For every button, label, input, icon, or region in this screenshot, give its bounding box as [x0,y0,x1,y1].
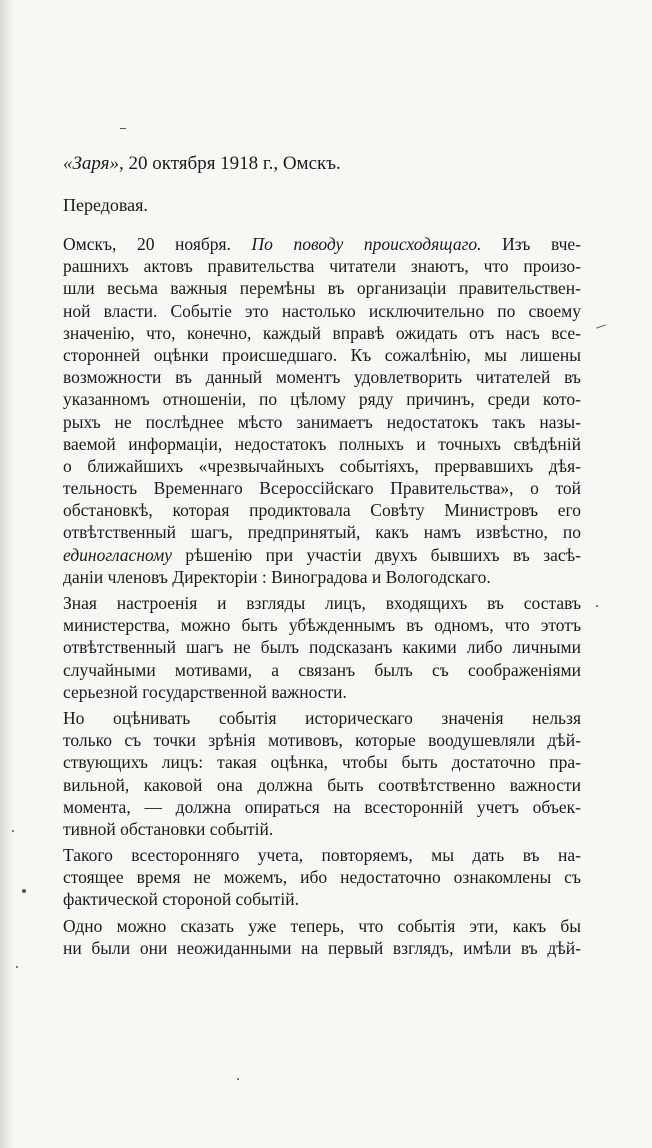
scan-speck [12,830,14,832]
p1-line: шли весьма важныя перемѣны въ организаціи правительствен- [63,278,581,299]
p5-line: Одно можно сказать уже теперь, что событія эти, какъ бы [63,915,581,936]
paragraph-4 [63,844,581,911]
paragraph-3 [63,707,581,840]
p2-line: Зная настроенія и взгляды лицъ, входящихъ въ составъ [63,593,581,613]
p1-line: даніи членовъ Директоріи : Виноградова и Вологодскаго. [63,566,491,587]
scan-speck [16,966,18,968]
scan-speck [596,324,606,328]
paragraph-2 [63,592,581,703]
p3-line: только съ точки зрѣнія мотивовъ, которые воодушевляли дѣй- [63,730,581,751]
p1-line: тельность Временнаго Всероссійскаго Правительства», о той [63,478,581,499]
scan-speck [596,605,598,607]
p3-line: тивной обстановки событій. [63,818,274,839]
p1-line: возможности въ данный моментъ удовлетворить читателей въ [63,367,581,388]
p1-line: о ближайшихъ «чрезвычайныхъ событіяхъ, прервавшихъ дѣя- [63,455,581,476]
p4-line: стоящее время не можемъ, ибо недостаточно ознакомлены съ [63,867,581,888]
p3-line: ствующихъ лицъ: такая оцѣнка, чтобы быть достаточно пра- [63,752,581,773]
p2-line: случайными мотивами, а связанъ былъ съ соображеніями [63,659,581,680]
p1-line-1-tail: Изъ вче- [481,234,581,254]
p4-line: фактической стороной событій. [63,889,299,910]
p5-line: ни были они неожиданными на первый взглядъ, имѣли въ дѣй- [63,937,581,958]
p3-line: вильной, каковой она должна быть соотвѣтственно важности [63,774,581,795]
p4-line: Такого всесторонняго учета, повторяемъ, мы дать въ на- [63,845,581,866]
p3-line: Но оцѣнивать событія историческаго значенія нельзя [63,707,581,728]
source-date-place: , 20 октября 1918 г., Омскъ. [119,153,341,174]
p1-line: рыхъ не послѣднее мѣсто занимаетъ недостатокъ такъ назы- [63,411,581,432]
newspaper-name: «Заря» [63,153,119,174]
article-body [63,152,581,959]
p1-line: значенію, что, конечно, каждый вправѣ ожидать отъ насъ все- [63,322,581,343]
source-line [63,152,581,176]
p1-line-15 [63,544,581,566]
p2-line: отвѣтственный шагъ не былъ подсказанъ какими либо личными [63,637,581,658]
page-edge-shadow [0,0,14,1148]
p1-line-1 [63,233,581,255]
p2-line: серьезной государственной важности. [63,681,347,702]
scan-speck [120,128,126,129]
p3-line: момента, — должна опираться на всесторонній учетъ объек- [63,796,581,817]
p2-line: министерства, можно быть убѣжденнымъ въ одномъ, что этотъ [63,615,581,636]
p1-line-15-tail: рѣшенію при участіи двухъ бывшихъ въ засѣ- [172,544,581,565]
dateline: Омскъ, 20 ноября. [63,234,252,254]
p1-line: ной власти. Событіе это настолько исключительно по своему [63,300,581,321]
article-title: По поводу происходящаго. [251,234,482,254]
scan-speck [22,889,26,893]
paragraph-1 [63,233,581,588]
p1-line: ваемой информаціи, недостатокъ полныхъ и точныхъ свѣдѣній [63,433,581,454]
p1-line: обстановкѣ, которая продиктовала Совѣту Министровъ его [63,500,581,521]
emphasis-unanimous: единогласному [63,544,173,565]
p1-line: отвѣтственный шагъ, предпринятый, какъ намъ извѣстно, по [63,522,581,543]
p1-line: рашнихъ актовъ правительства читатели знаютъ, что произо- [63,256,581,277]
paragraph-5 [63,915,581,959]
p1-line: указанномъ отношеніи, по цѣлому ряду причинъ, среди кото- [63,389,581,410]
section-heading: Передовая. [63,195,148,215]
p1-line: сторонней оцѣнки происшедшаго. Къ сожалѣнію, мы лишены [63,344,581,365]
scan-speck [237,1078,239,1080]
